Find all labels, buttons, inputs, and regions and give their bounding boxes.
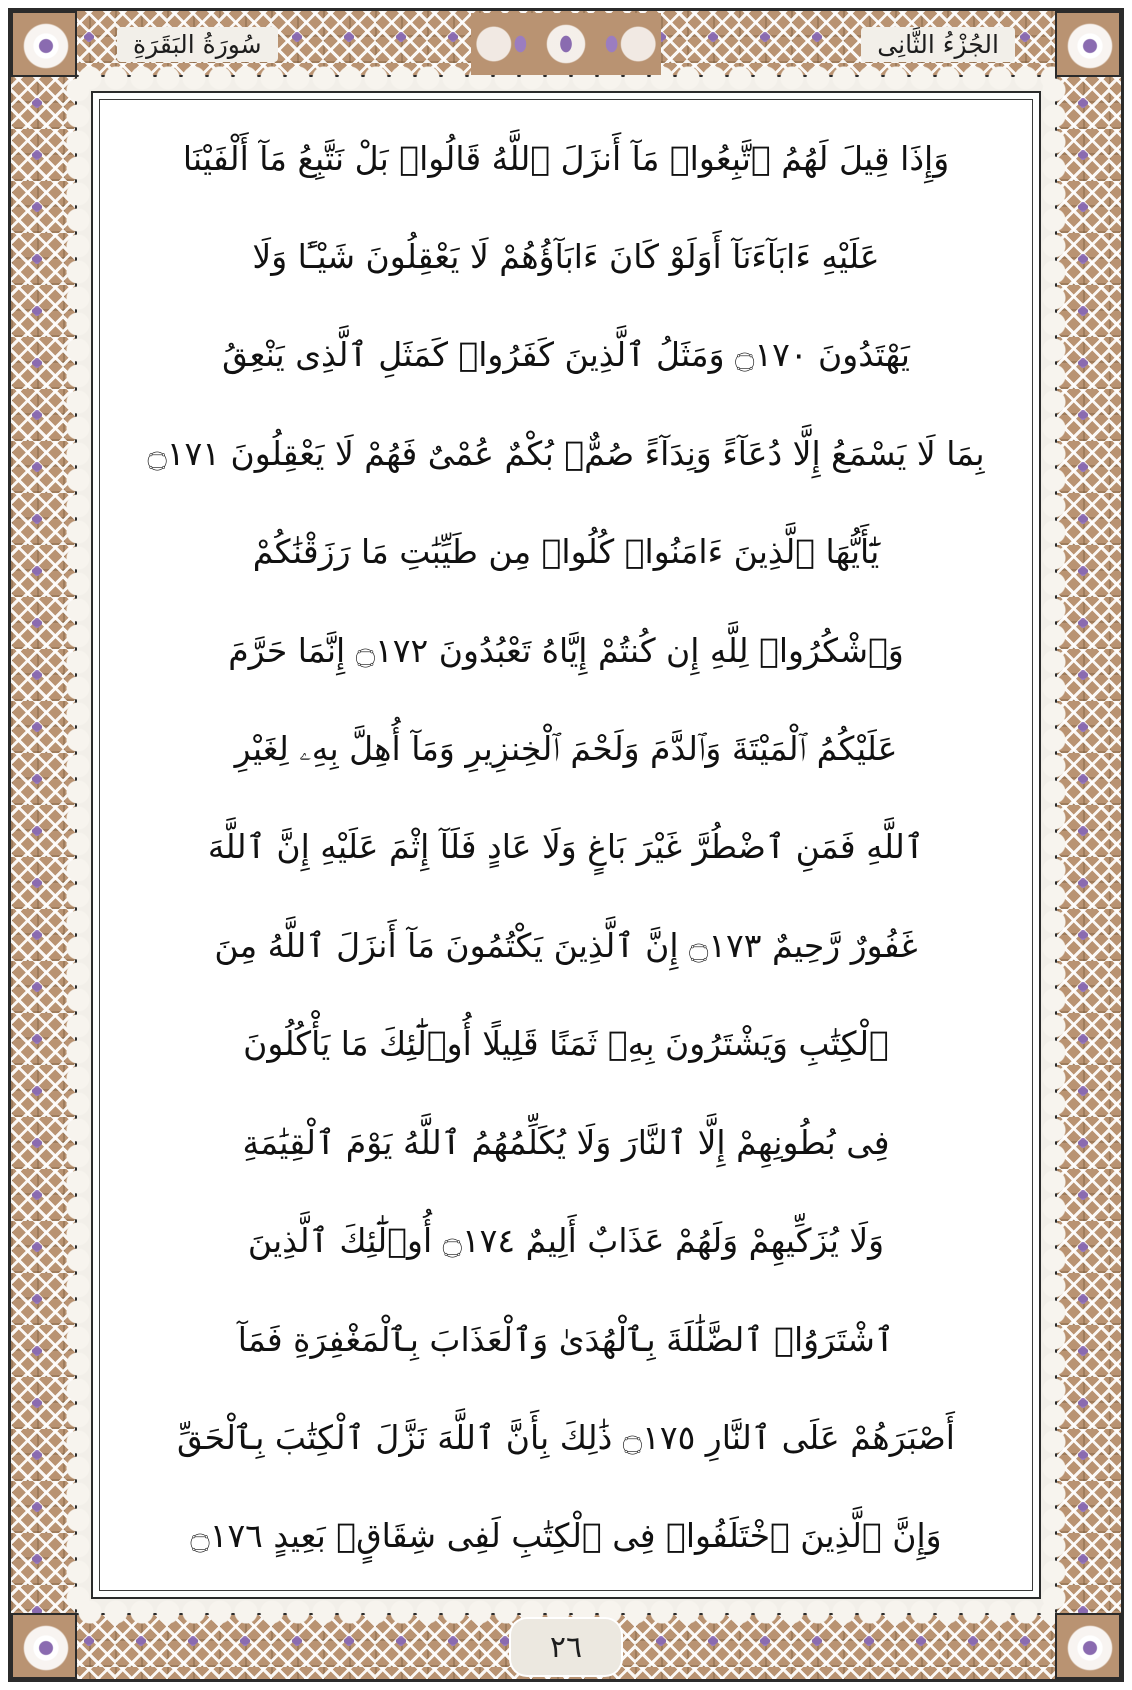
page-number-label: ٢٦ (549, 1629, 583, 1665)
juz-name-plate (861, 27, 1015, 62)
quran-text-panel (91, 91, 1041, 1599)
corner-rosette-bottom-right (1055, 1613, 1121, 1679)
quran-line: وَإِذَا قِيلَ لَهُمُ ٱتَّبِعُوا۟ مَآ أَنزَلَ ٱللَّهُ قَالُوا۟ بَلْ نَتَّبِعُ مَآ أَلْفَيْنَا (182, 138, 950, 178)
corner-rosette-top-right (1055, 11, 1121, 77)
quran-line: يَهْتَدُونَ ۝١٧٠ وَمَثَلُ ٱلَّذِينَ كَفَرُوا۟ كَمَثَلِ ٱلَّذِى يَنْعِقُ (222, 335, 910, 375)
quran-line: غَفُورٌ رَّحِيمٌ ۝١٧٣ إِنَّ ٱلَّذِينَ يَكْتُمُونَ مَآ أَنزَلَ ٱللَّهُ مِنَ (214, 925, 918, 965)
scallop-edge-right (1041, 77, 1067, 1613)
scallop-edge-left (65, 77, 91, 1613)
corner-rosette-bottom-left (11, 1613, 77, 1679)
quran-line: وَٱشْكُرُوا۟ لِلَّهِ إِن كُنتُمْ إِيَّاهُ تَعْبُدُونَ ۝١٧٢ إِنَّمَا حَرَّمَ (228, 630, 904, 670)
quran-line: فِى بُطُونِهِمْ إِلَّا ٱلنَّارَ وَلَا يُكَلِّمُهُمُ ٱللَّهُ يَوْمَ ٱلْقِيَٰمَةِ (242, 1122, 890, 1162)
quran-line: أَصْبَرَهُمْ عَلَى ٱلنَّارِ ۝١٧٥ ذَٰلِكَ بِأَنَّ ٱللَّهَ نَزَّلَ ٱلْكِتَٰبَ بِٱلْحَقِّ (177, 1417, 955, 1457)
quran-line: وَإِنَّ ٱلَّذِينَ ٱخْتَلَفُوا۟ فِى ٱلْكِتَٰبِ لَفِى شِقَاقٍۭ بَعِيدٍ ۝١٧٦ (190, 1516, 942, 1556)
corner-rosette-top-left (11, 11, 77, 77)
quran-line: ٱشْتَرَوُا۟ ٱلضَّلَٰلَةَ بِٱلْهُدَىٰ وَٱلْعَذَابَ بِٱلْمَغْفِرَةِ فَمَآ (237, 1319, 895, 1359)
quran-line: ٱلْكِتَٰبِ وَيَشْتَرُونَ بِهِۦ ثَمَنًا قَلِيلًا أُو۟لَٰٓئِكَ مَا يَأْكُلُونَ (243, 1024, 889, 1064)
quran-line: عَلَيْهِ ءَابَآءَنَآ أَوَلَوْ كَانَ ءَابَآؤُهُمْ لَا يَعْقِلُونَ شَيْـًٔا وَلَا (252, 236, 880, 276)
quran-line: يَٰٓأَيُّهَا ٱلَّذِينَ ءَامَنُوا۟ كُلُوا۟ مِن طَيِّبَٰتِ مَا رَزَقْنَٰكُمْ (252, 532, 880, 572)
quran-text-lines (99, 99, 1033, 1591)
quran-line: ٱللَّهِ فَمَنِ ٱضْطُرَّ غَيْرَ بَاغٍ وَلَا عَادٍ فَلَآ إِثْمَ عَلَيْهِ إِنَّ ٱللَّهَ (207, 827, 925, 867)
surah-name-label: سُورَةُ البَقَرَةِ (133, 29, 262, 59)
quran-line: بِمَا لَا يَسْمَعُ إِلَّا دُعَآءً وَنِدَآءً صُمٌّۢ بُكْمٌ عُمْىٌ فَهُمْ لَا يَعْقِلُونَ ۝١٧١ (147, 433, 985, 473)
ornate-border-frame (8, 8, 1124, 1682)
page-number-plate (511, 1619, 621, 1675)
juz-name-label: الجُزْءُ الثَّانِى (877, 29, 999, 59)
surah-name-plate (117, 27, 278, 62)
quran-line: عَلَيْكُمُ ٱلْمَيْتَةَ وَٱلدَّمَ وَلَحْمَ ٱلْخِنزِيرِ وَمَآ أُهِلَّ بِهِۦ لِغَيْرِ (234, 729, 898, 769)
top-center-medallion-icon (471, 13, 661, 75)
quran-line: وَلَا يُزَكِّيهِمْ وَلَهُمْ عَذَابٌ أَلِيمٌ ۝١٧٤ أُو۟لَٰٓئِكَ ٱلَّذِينَ (247, 1221, 885, 1261)
